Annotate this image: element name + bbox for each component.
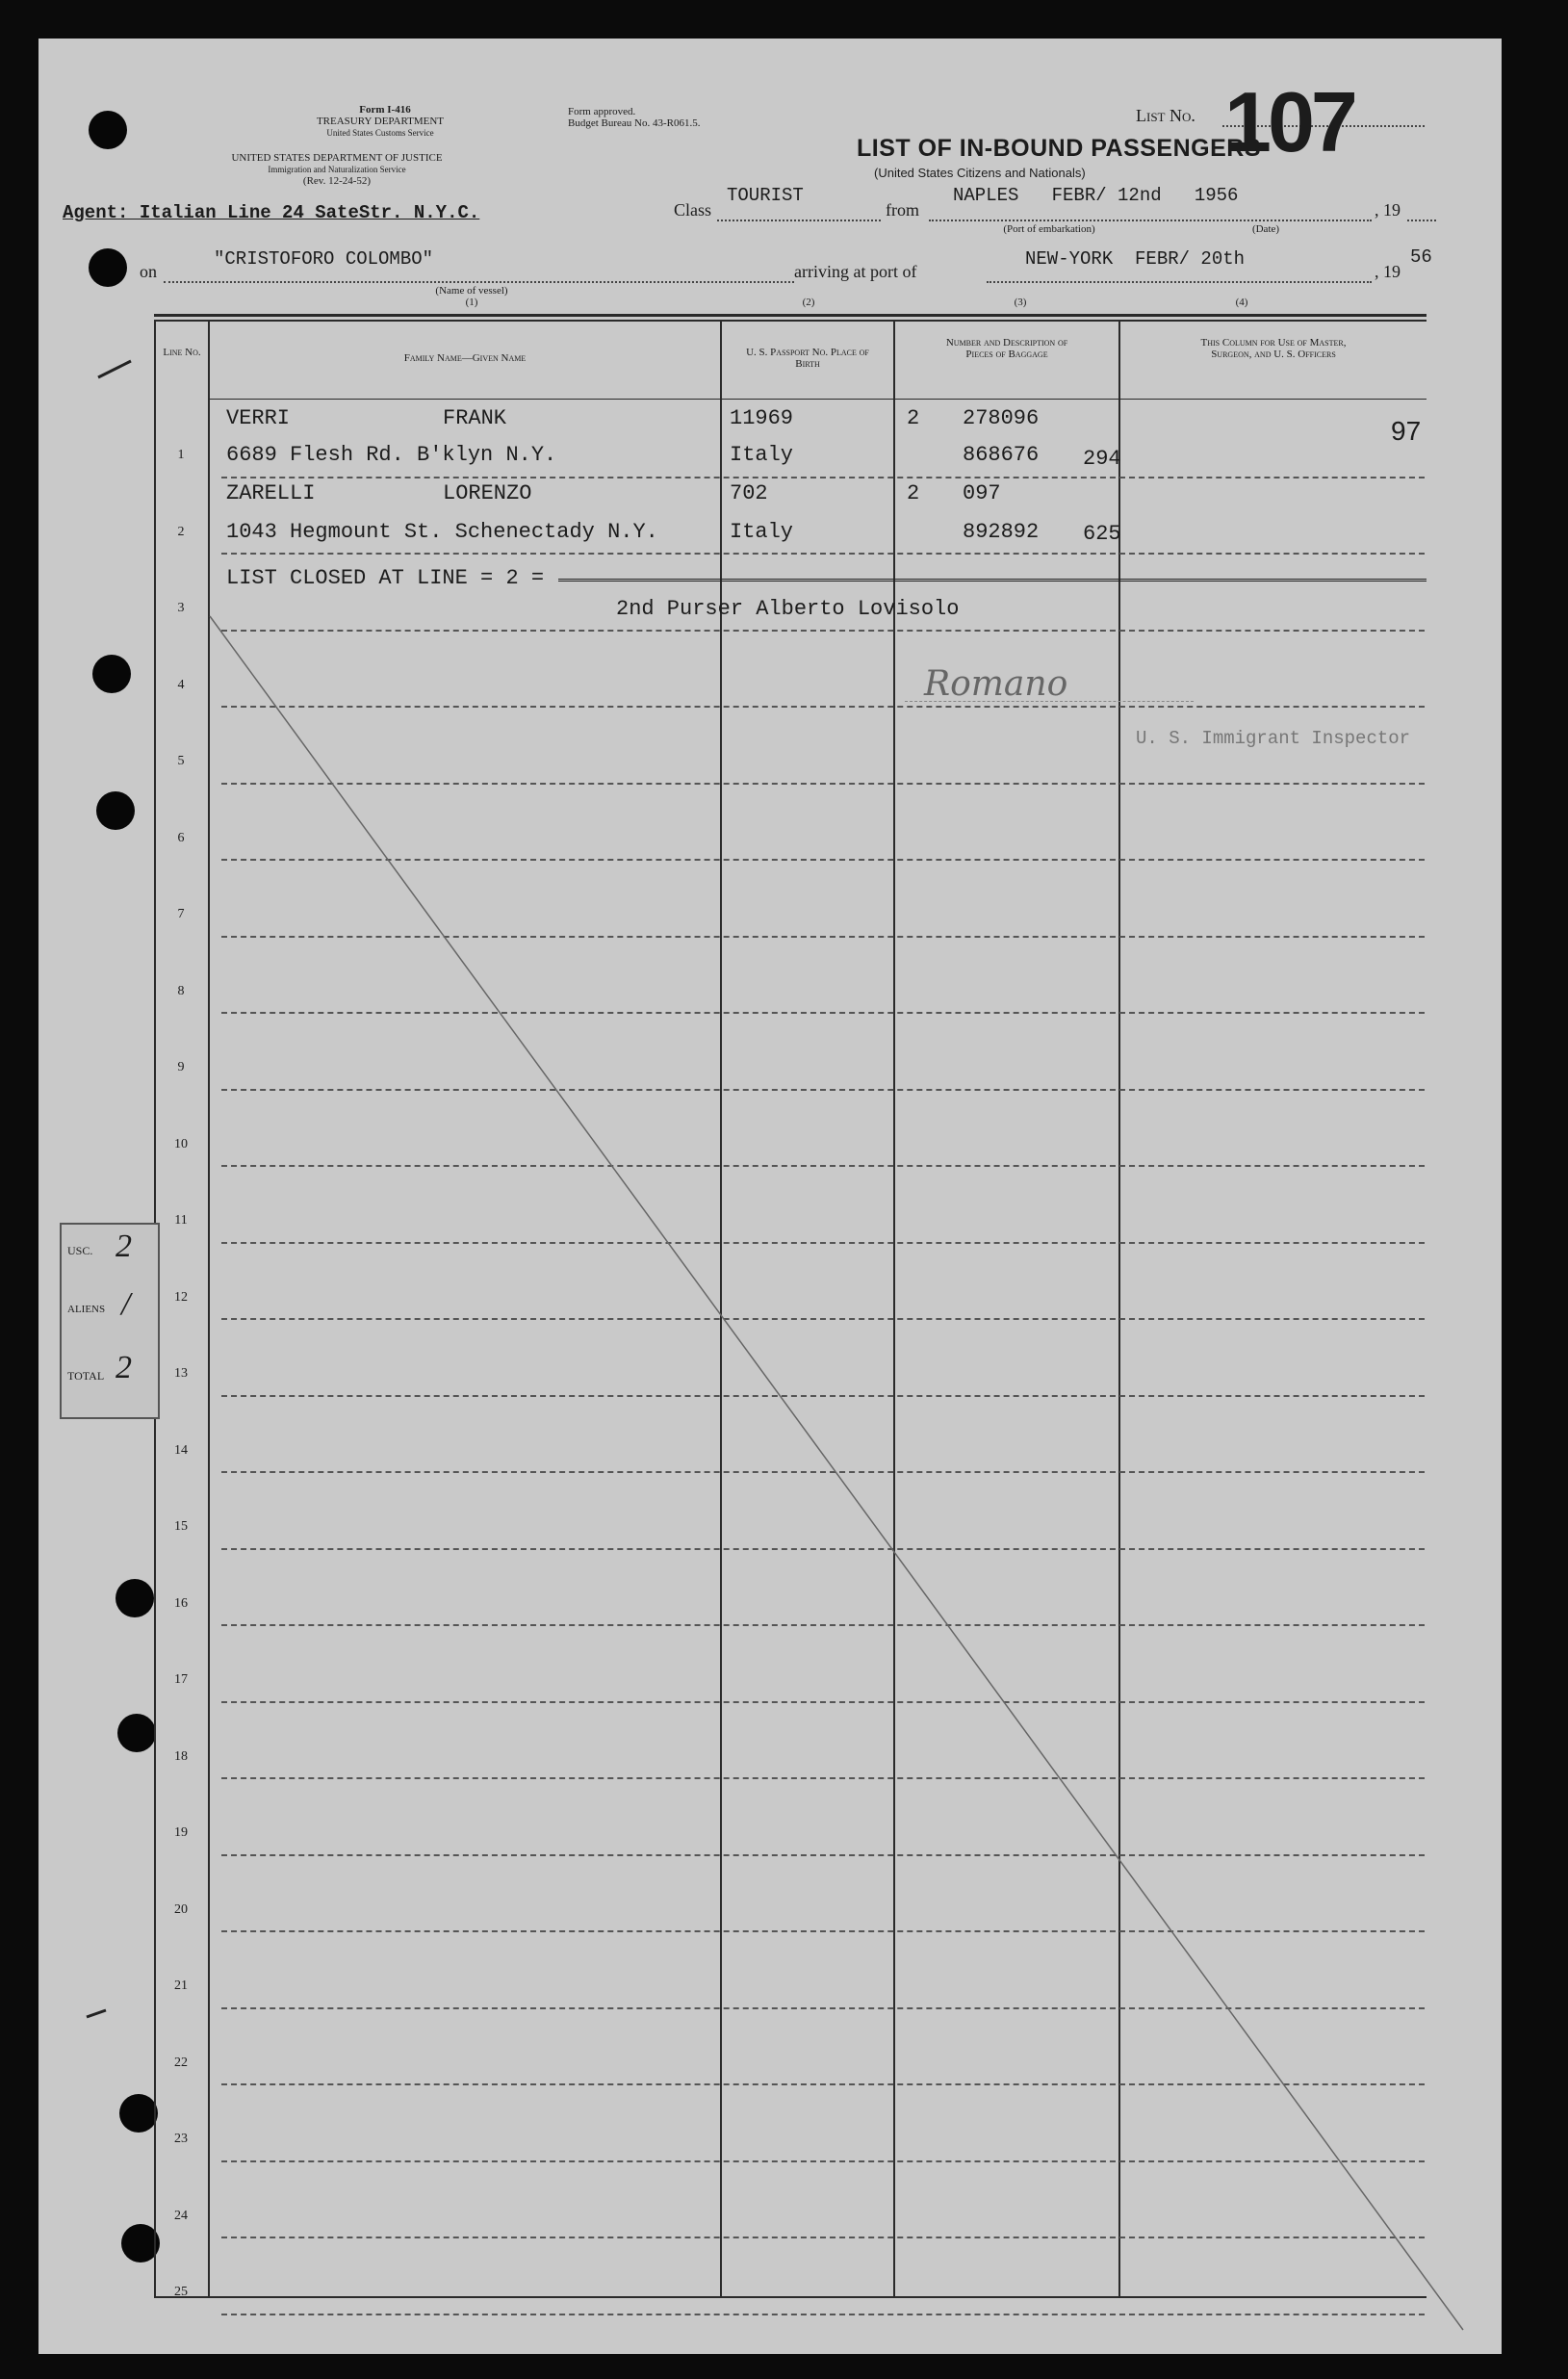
line-number: 14 (174, 1442, 188, 1458)
budget-bureau: Budget Bureau No. 43-R061.5. (568, 117, 701, 129)
line-number: 3 (177, 601, 185, 615)
row-2-tag1: 097 (963, 481, 1001, 505)
form-subtitle: (United States Citizens and Nationals) (874, 166, 1086, 180)
row-1-passport: 11969 (730, 406, 794, 430)
line-number: 5 (177, 754, 185, 768)
col-1-caption: (1) (465, 297, 478, 308)
row-2-address: 1043 Hegmount St. Schenectady N.Y. (226, 520, 658, 544)
justice-dept: UNITED STATES DEPARTMENT OF JUSTICE (231, 152, 443, 164)
port-caption: (Port of embarkation) (1003, 223, 1095, 235)
form-number: Form I-416 (359, 104, 411, 116)
row-2-family: ZARELLI (226, 481, 316, 505)
header-passport: U. S. Passport No. Place of Birth (746, 347, 869, 370)
line-number: 8 (177, 983, 185, 998)
line-number: 1 (177, 448, 185, 462)
col-3-caption: (3) (1014, 297, 1027, 308)
line-number: 16 (174, 1595, 188, 1611)
line-number: 11 (174, 1213, 188, 1228)
row-1-birth: Italy (730, 443, 794, 467)
tally-aliens-label: ALIENS (67, 1304, 106, 1315)
arrival-value: NEW-YORK FEBR/ 20th (1025, 248, 1246, 270)
year-prefix: , 19 (1375, 200, 1401, 220)
row-1-family: VERRI (226, 406, 291, 430)
row-1-tag2: 868676 (963, 443, 1040, 467)
from-label: from (886, 200, 919, 220)
row-2-pieces: 2 (907, 481, 920, 505)
header-officers: This Column for Use of Master, Surgeon, and U. S. Officers (1200, 337, 1347, 360)
list-closed: LIST CLOSED AT LINE = 2 = (226, 566, 545, 590)
vessel-name: "CRISTOFORO COLOMBO" (214, 248, 434, 270)
col-2-caption: (2) (802, 297, 815, 308)
line-number: 13 (174, 1366, 188, 1381)
line-number: 24 (174, 2208, 188, 2223)
line-number: 18 (174, 1748, 188, 1764)
list-number: 107 (1224, 74, 1354, 169)
vessel-caption: (Name of vessel) (435, 285, 508, 297)
on-label: on (140, 262, 157, 281)
header-name: Family Name—Given Name (403, 352, 527, 364)
row-1-given: FRANK (443, 406, 507, 430)
tally-usc-value: 2 (116, 1228, 132, 1264)
line-number: 19 (174, 1825, 188, 1840)
side-tally (60, 1223, 160, 1419)
header-line-no: Line No. (163, 347, 201, 358)
cancel-diagonal-line (39, 39, 1502, 2354)
form-approved: Form approved. (568, 106, 636, 117)
line-number: 10 (174, 1136, 188, 1151)
inspector-label: U. S. Immigrant Inspector (1136, 728, 1411, 749)
arriving-label: arriving at port of (794, 262, 917, 281)
from-value: NAPLES FEBR/ 12nd 1956 (953, 185, 1239, 206)
list-no-label: List No. (1136, 106, 1195, 125)
line-number: 7 (177, 907, 185, 921)
form-title: LIST OF IN-BOUND PASSENGERS (857, 135, 1262, 162)
col-4-caption: (4) (1235, 297, 1248, 308)
line-number: 25 (174, 2285, 188, 2299)
ins-service: Immigration and Naturalization Service (268, 165, 406, 174)
document-page (39, 39, 1502, 2354)
agent-stamp: Agent: Italian Line 24 SateStr. N.Y.C. (63, 202, 480, 223)
header-baggage: Number and Description of Pieces of Baggage (945, 337, 1068, 360)
line-number: 12 (174, 1289, 188, 1305)
class-value: TOURIST (727, 185, 804, 206)
line-number: 4 (177, 677, 185, 692)
revision: (Rev. 12-24-52) (302, 175, 372, 187)
purser-name: 2nd Purser Alberto Lovisolo (616, 597, 960, 621)
inspector-signature: Romano (924, 664, 1068, 704)
arrival-year-prefix: , 19 (1375, 262, 1401, 281)
tally-aliens-value: / (121, 1286, 131, 1322)
row-1-tag1: 278096 (963, 406, 1040, 430)
class-label: Class (674, 200, 712, 220)
row-1-address: 6689 Flesh Rd. B'klyn N.Y. (226, 443, 557, 467)
tally-total-label: TOTAL (67, 1369, 105, 1383)
treasury-dept: TREASURY DEPARTMENT (316, 116, 445, 127)
row-1-officer: 97 (1391, 416, 1422, 446)
row-1-tag3: 294 (1083, 447, 1121, 471)
line-number: 17 (174, 1672, 188, 1687)
row-2-birth: Italy (730, 520, 794, 544)
row-2-passport: 702 (730, 481, 768, 505)
row-2-tag3: 625 (1083, 522, 1121, 546)
tally-usc-label: USC. (67, 1244, 93, 1257)
line-number: 20 (174, 1901, 188, 1917)
line-number: 9 (177, 1060, 185, 1074)
line-number: 15 (174, 1519, 188, 1534)
row-2-tag2: 892892 (963, 520, 1040, 544)
date-caption: (Date) (1251, 223, 1280, 235)
arrival-year: 56 (1410, 246, 1432, 268)
line-number: 6 (177, 830, 185, 845)
line-number: 21 (174, 1978, 188, 1993)
line-number: 23 (174, 2132, 188, 2146)
line-number: 22 (174, 2055, 188, 2070)
customs-service: United States Customs Service (326, 128, 434, 138)
row-1-pieces: 2 (907, 406, 920, 430)
tally-total-value: 2 (116, 1350, 132, 1385)
line-number: 2 (177, 524, 185, 539)
row-2-given: LORENZO (443, 481, 532, 505)
